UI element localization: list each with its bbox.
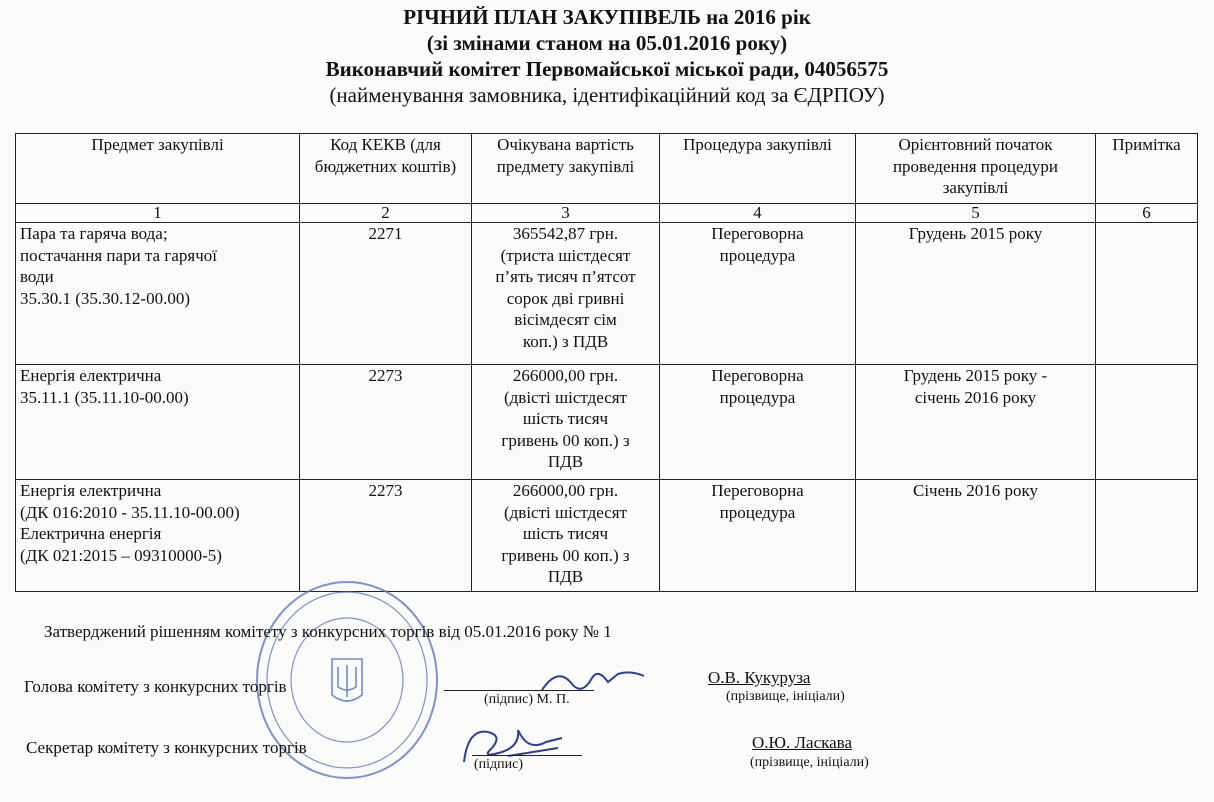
cost-line: (двісті шістдесят — [504, 387, 627, 407]
chair-name: О.В. Кукуруза — [708, 668, 811, 687]
cost-line: шість тисяч — [522, 409, 609, 428]
procedure-line: Переговорна — [711, 481, 804, 500]
procedure-line: Переговорна — [711, 366, 804, 385]
table-row — [16, 223, 1198, 365]
start-line: Грудень 2015 року - — [903, 366, 1048, 385]
procurement-plan-table — [15, 133, 1198, 592]
secretary-name-note: (прізвище, ініціали) — [750, 755, 869, 770]
kekv-cell: 2273 — [300, 365, 472, 480]
col-number: 2 — [300, 204, 472, 223]
document-title: РІЧНИЙ ПЛАН ЗАКУПІВЕЛЬ на 2016 рік — [403, 5, 811, 29]
col-number: 5 — [856, 204, 1096, 223]
chair-label: Голова комітету з конкурсних торгів — [24, 677, 287, 696]
cost-line: вісімдесят сім — [514, 310, 617, 329]
col-header-subject: Предмет закупівлі — [16, 134, 300, 204]
cost-line: ПДВ — [547, 567, 584, 586]
col-number: 3 — [472, 204, 660, 223]
subject-line: постачання пари та гарячої — [20, 245, 217, 265]
cost-line: сорок дві гривні — [506, 288, 625, 308]
cost-cell — [472, 223, 660, 365]
cost-line: 266000,00 грн. — [512, 481, 619, 500]
col-number: 4 — [660, 204, 856, 223]
start-cell — [856, 223, 1096, 365]
col-header-start: Орієнтовний початок проведення процедури закупівлі — [856, 134, 1096, 204]
secretary-label: Секретар комітету з конкурсних торгів — [26, 738, 307, 757]
secretary-sign-note: (підпис) — [474, 757, 524, 772]
cost-line: (двісті шістдесят — [504, 502, 627, 522]
chair-sign-note: (підпис) М. П. — [484, 692, 570, 707]
subject-cell — [16, 223, 300, 365]
cost-line: шість тисяч — [522, 524, 609, 543]
document-header — [0, 4, 1214, 108]
subject-cell — [16, 365, 300, 480]
subject-line: 35.11.1 (35.11.10-00.00) — [20, 387, 189, 407]
approval-note: Затверджений рішенням комітету з конкурсних торгів від 05.01.2016 року № 1 — [44, 622, 612, 641]
subject-line: 35.30.1 (35.30.12-00.00) — [20, 288, 190, 308]
cost-line: гривень 00 коп.) з — [501, 430, 630, 450]
col-header-cost: Очікувана вартість предмету закупівлі — [472, 134, 660, 204]
procedure-cell — [660, 480, 856, 592]
col-number: 1 — [16, 204, 300, 223]
column-number-row — [16, 204, 1198, 223]
subject-line: Електрична енергія — [20, 524, 162, 543]
customer-name: Виконавчий комітет Первомайської міської ради, 04056575 — [325, 57, 889, 81]
note-cell — [1096, 365, 1198, 480]
cost-line: п’ять тисяч п’ятсот — [495, 267, 636, 286]
kekv-cell: 2271 — [300, 223, 472, 365]
col-header-kekv: Код КЕКВ (для бюджетних коштів) — [300, 134, 472, 204]
subject-line: води — [20, 267, 54, 286]
customer-note: (найменування замовника, ідентифікаційний код за ЄДРПОУ) — [329, 83, 885, 107]
subject-line: (ДК 021:2015 – 09310000-5) — [20, 545, 222, 565]
cost-line: коп.) з ПДВ — [522, 331, 609, 351]
procedure-line: процедура — [719, 387, 796, 407]
start-line: Грудень 2015 року — [908, 224, 1043, 243]
trident-emblem — [332, 659, 362, 701]
procedure-cell — [660, 223, 856, 365]
subject-line: Енергія електрична — [20, 366, 162, 385]
cost-line: ПДВ — [547, 452, 584, 471]
cost-cell — [472, 480, 660, 592]
chair-name-note: (прізвище, ініціали) — [726, 689, 845, 704]
subject-cell — [16, 480, 300, 592]
table-row — [16, 480, 1198, 592]
subject-line: Енергія електрична — [20, 481, 162, 500]
start-cell — [856, 480, 1096, 592]
cost-line: (триста шістдесят — [500, 245, 631, 265]
note-cell — [1096, 480, 1198, 592]
col-header-procedure: Процедура закупівлі — [660, 134, 856, 204]
document-changes: (зі змінами станом на 05.01.2016 року) — [426, 31, 788, 55]
cost-line: 266000,00 грн. — [512, 366, 619, 385]
table-header-row — [16, 134, 1198, 204]
procedure-line: Переговорна — [711, 224, 804, 243]
kekv-cell: 2273 — [300, 480, 472, 592]
col-number: 6 — [1096, 204, 1198, 223]
procedure-line: процедура — [719, 502, 796, 522]
subject-line: Пара та гаряча вода; — [20, 224, 168, 243]
cost-cell — [472, 365, 660, 480]
table-row — [16, 365, 1198, 480]
start-line: січень 2016 року — [914, 387, 1037, 407]
chair-signature-line — [444, 690, 594, 691]
note-cell — [1096, 223, 1198, 365]
secretary-name: О.Ю. Ласкава — [752, 733, 853, 752]
cost-line: гривень 00 коп.) з — [501, 545, 630, 565]
procedure-cell — [660, 365, 856, 480]
subject-line: (ДК 016:2010 - 35.11.10-00.00) — [20, 502, 240, 522]
start-cell — [856, 365, 1096, 480]
start-line: Січень 2016 року — [912, 481, 1039, 500]
procedure-line: процедура — [719, 245, 796, 265]
col-header-note: Примітка — [1096, 134, 1198, 204]
secretary-signature-line — [472, 755, 582, 756]
cost-line: 365542,87 грн. — [512, 224, 619, 243]
